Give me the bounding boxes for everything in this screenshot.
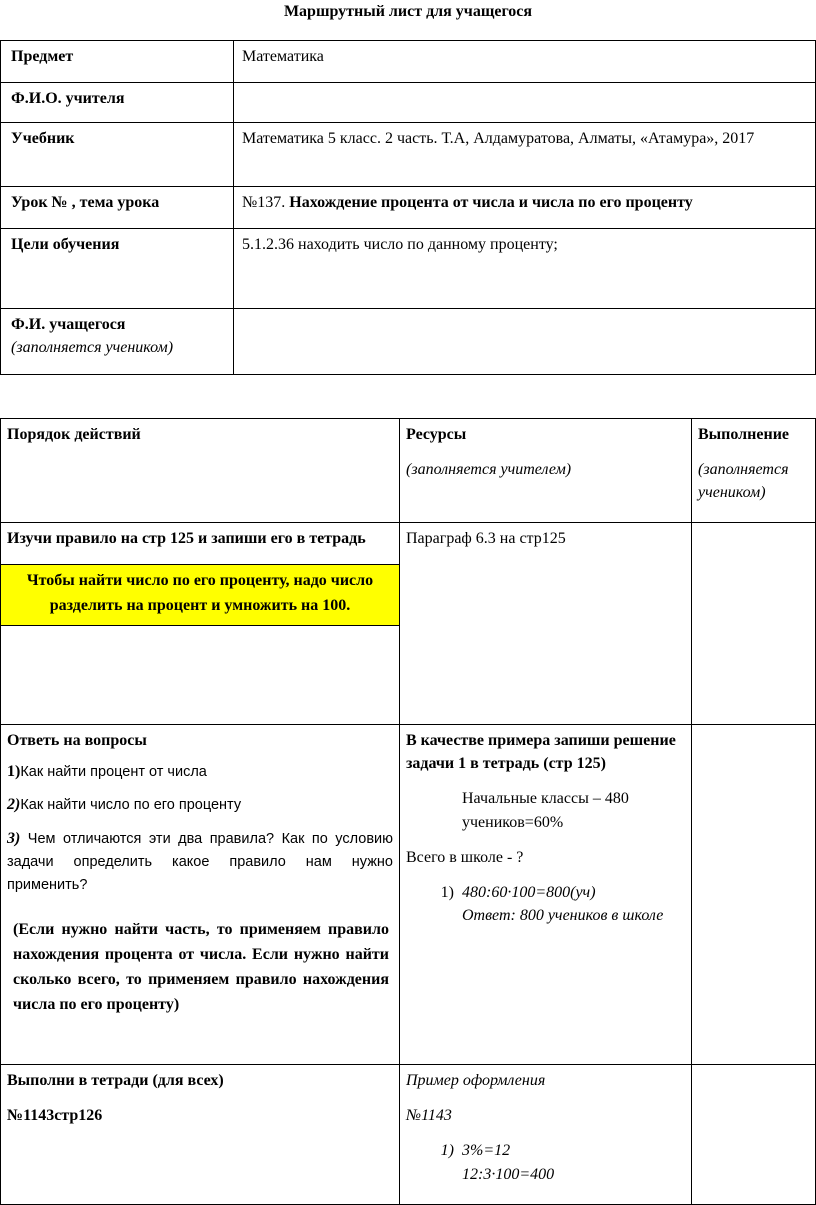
table-row bbox=[1, 1065, 816, 1205]
question-3: 3) Чем отличаются эти два правила? Как по условию задачи определить какое правило нам нужно применить? bbox=[7, 829, 394, 893]
table-row bbox=[1, 83, 816, 123]
table-row bbox=[1, 229, 816, 309]
lesson-label: Урок № , тема урока bbox=[1, 187, 234, 229]
example-condition: Начальные классы – 480 учеников=60% bbox=[462, 790, 629, 831]
answer-hint: (Если нужно найти часть, то применяем правило нахождения процента от числа. Если нужно найти сколько всего, то применяем правило нахождения числа по его проценту) bbox=[13, 921, 389, 1013]
execution-cell bbox=[692, 725, 816, 1065]
teacher-value bbox=[234, 83, 816, 123]
table-row bbox=[1, 523, 816, 725]
goals-value: 5.1.2.36 находить число по данному проценту; bbox=[234, 229, 816, 309]
rule-highlight: Чтобы найти число по его проценту, надо число разделить на процент и умножить на 100. bbox=[0, 564, 400, 626]
student-label: Ф.И. учащегося bbox=[11, 316, 126, 333]
page-title: Маршрутный лист для учащегося bbox=[283, 3, 533, 20]
example-cell bbox=[400, 725, 692, 1065]
student-value bbox=[234, 309, 816, 375]
sample-step-2: 12:3·100=400 bbox=[462, 1165, 555, 1183]
actions-header-col1: Порядок действий bbox=[1, 419, 400, 523]
questions-cell bbox=[1, 725, 400, 1065]
lesson-value bbox=[234, 187, 816, 229]
table-row bbox=[1, 187, 816, 229]
example-question: Всего в школе - ? bbox=[406, 848, 524, 866]
homework-number: №1143стр126 bbox=[7, 1107, 103, 1125]
execution-cell bbox=[692, 1065, 816, 1205]
resources-header: Ресурсы bbox=[406, 426, 467, 443]
execution-note: (заполняется учеником) bbox=[698, 461, 789, 502]
info-table bbox=[0, 40, 816, 375]
example-step: 480:60·100=800(уч) bbox=[462, 883, 596, 901]
execution-header: Выполнение bbox=[698, 426, 790, 443]
sample-title: Пример оформления bbox=[406, 1072, 546, 1089]
questions-task: Ответь на вопросы bbox=[7, 732, 147, 749]
teacher-label: Ф.И.О. учителя bbox=[1, 83, 234, 123]
table-row bbox=[1, 725, 816, 1065]
actions-table bbox=[0, 418, 816, 1205]
student-note: (заполняется учеником) bbox=[11, 339, 174, 357]
goals-label: Цели обучения bbox=[1, 229, 234, 309]
resources-note: (заполняется учителем) bbox=[406, 461, 572, 479]
study-rule-cell bbox=[1, 523, 400, 725]
question-1: 1)Как найти процент от числа bbox=[7, 763, 207, 781]
actions-header-col3 bbox=[692, 419, 816, 523]
execution-cell bbox=[692, 523, 816, 725]
paragraph-resource: Параграф 6.3 на стр125 bbox=[400, 523, 692, 725]
table-row bbox=[1, 419, 816, 523]
sample-cell bbox=[400, 1065, 692, 1205]
textbook-label: Учебник bbox=[1, 123, 234, 187]
subject-label: Предмет bbox=[1, 41, 234, 83]
lesson-topic: Нахождение процента от числа и числа по его проценту bbox=[289, 194, 693, 211]
textbook-value: Математика 5 класс. 2 часть. Т.А, Алдамуратова, Алматы, «Атамура», 2017 bbox=[234, 123, 816, 187]
study-rule-task: Изучи правило на стр 125 и запиши его в тетрадь bbox=[7, 530, 366, 547]
homework-cell bbox=[1, 1065, 400, 1205]
sample-number: №1143 bbox=[406, 1107, 452, 1125]
example-title: В качестве примера запиши решение задачи 1 в тетрадь (стр 125) bbox=[406, 732, 676, 773]
table-row bbox=[1, 41, 816, 83]
actions-header-col2 bbox=[400, 419, 692, 523]
example-solution: 1) 480:60·100=800(уч) Ответ: 800 учеников в школе bbox=[406, 881, 685, 927]
homework-task: Выполни в тетради (для всех) bbox=[7, 1072, 224, 1089]
student-label-cell bbox=[1, 309, 234, 375]
question-2: 2)Как найти число по его проценту bbox=[7, 796, 242, 814]
sample-step-1: 3%=12 bbox=[462, 1142, 511, 1160]
sample-solution: 1) 3%=12 12:3·100=400 bbox=[406, 1139, 685, 1185]
subject-value: Математика bbox=[234, 41, 816, 83]
table-row bbox=[1, 309, 816, 375]
example-answer: Ответ: 800 учеников в школе bbox=[462, 907, 664, 925]
table-row bbox=[1, 123, 816, 187]
lesson-number: №137. bbox=[242, 194, 286, 211]
